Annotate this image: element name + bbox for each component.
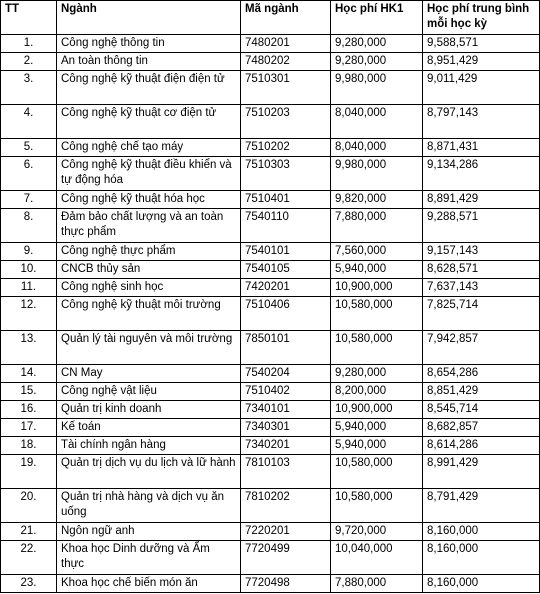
cell-ma-nganh: 7480202 <box>241 53 331 71</box>
cell-ma-nganh: 7510202 <box>241 139 331 157</box>
cell-hoc-phi-hk1: 8,040,000 <box>331 139 423 157</box>
cell-hoc-phi-trung-binh: 8,614,286 <box>423 437 540 455</box>
cell-ma-nganh: 7510402 <box>241 383 331 401</box>
cell-hoc-phi-hk1: 10,580,000 <box>331 455 423 489</box>
cell-hoc-phi-trung-binh: 8,891,429 <box>423 191 540 209</box>
cell-ma-nganh: 7850101 <box>241 331 331 365</box>
cell-nganh: Công nghệ kỹ thuật môi trường <box>57 297 241 331</box>
cell-ma-nganh: 7340101 <box>241 401 331 419</box>
cell-hoc-phi-hk1: 10,580,000 <box>331 489 423 523</box>
cell-ma-nganh: 7340301 <box>241 419 331 437</box>
header-row <box>1 1 540 35</box>
cell-ma-nganh: 7720499 <box>241 541 331 575</box>
cell-tt: 3. <box>1 71 57 105</box>
cell-tt: 20. <box>1 489 57 523</box>
cell-ma-nganh: 7420201 <box>241 279 331 297</box>
cell-tt: 21. <box>1 523 57 541</box>
cell-hoc-phi-trung-binh: 7,825,714 <box>423 297 540 331</box>
cell-nganh: Công nghệ kỹ thuật cơ điện tử <box>57 105 241 139</box>
cell-nganh: Quản trị kinh doanh <box>57 401 241 419</box>
cell-hoc-phi-trung-binh: 8,991,429 <box>423 455 540 489</box>
cell-hoc-phi-hk1: 9,820,000 <box>331 191 423 209</box>
cell-nganh: Quản lý tài nguyên và môi trường <box>57 331 241 365</box>
cell-ma-nganh: 7540105 <box>241 261 331 279</box>
cell-nganh: Kế toán <box>57 419 241 437</box>
cell-ma-nganh: 7540204 <box>241 365 331 383</box>
cell-tt: 4. <box>1 105 57 139</box>
table-row <box>1 297 540 331</box>
cell-nganh: Đảm bảo chất lượng và an toàn thực phẩm <box>57 209 241 243</box>
cell-hoc-phi-hk1: 5,940,000 <box>331 419 423 437</box>
cell-nganh: CN May <box>57 365 241 383</box>
table-row <box>1 455 540 489</box>
cell-tt: 10. <box>1 261 57 279</box>
cell-tt: 23. <box>1 575 57 593</box>
cell-tt: 22. <box>1 541 57 575</box>
cell-tt: 9. <box>1 243 57 261</box>
table-row <box>1 157 540 191</box>
cell-hoc-phi-trung-binh: 8,851,429 <box>423 383 540 401</box>
cell-hoc-phi-trung-binh: 9,134,286 <box>423 157 540 191</box>
table-body <box>1 35 540 593</box>
cell-hoc-phi-trung-binh: 8,791,429 <box>423 489 540 523</box>
cell-hoc-phi-hk1: 8,040,000 <box>331 105 423 139</box>
cell-hoc-phi-trung-binh: 8,160,000 <box>423 575 540 593</box>
cell-tt: 5. <box>1 139 57 157</box>
table-row <box>1 541 540 575</box>
cell-hoc-phi-trung-binh: 9,011,429 <box>423 71 540 105</box>
cell-nganh: CNCB thủy sản <box>57 261 241 279</box>
cell-hoc-phi-hk1: 7,880,000 <box>331 575 423 593</box>
cell-ma-nganh: 7510203 <box>241 105 331 139</box>
cell-tt: 15. <box>1 383 57 401</box>
table-row <box>1 191 540 209</box>
cell-hoc-phi-trung-binh: 8,160,000 <box>423 541 540 575</box>
cell-tt: 1. <box>1 35 57 53</box>
cell-nganh: Công nghệ kỹ thuật hóa học <box>57 191 241 209</box>
cell-hoc-phi-hk1: 9,280,000 <box>331 35 423 53</box>
cell-hoc-phi-trung-binh: 8,654,286 <box>423 365 540 383</box>
cell-hoc-phi-hk1: 9,280,000 <box>331 365 423 383</box>
cell-tt: 12. <box>1 297 57 331</box>
cell-ma-nganh: 7340201 <box>241 437 331 455</box>
cell-hoc-phi-hk1: 9,720,000 <box>331 523 423 541</box>
cell-tt: 13. <box>1 331 57 365</box>
cell-nganh: An toàn thông tin <box>57 53 241 71</box>
header-tt: TT <box>1 1 57 35</box>
cell-ma-nganh: 7510406 <box>241 297 331 331</box>
cell-nganh: Quản trị nhà hàng và dịch vụ ăn uống <box>57 489 241 523</box>
cell-tt: 11. <box>1 279 57 297</box>
cell-hoc-phi-trung-binh: 8,682,857 <box>423 419 540 437</box>
cell-nganh: Công nghệ kỹ thuật điều khiển và tự động hóa <box>57 157 241 191</box>
cell-hoc-phi-hk1: 7,560,000 <box>331 243 423 261</box>
header-hoc-phi-trung-binh: Học phí trung bình mỗi học kỳ <box>423 1 540 35</box>
cell-hoc-phi-trung-binh: 8,951,429 <box>423 53 540 71</box>
cell-nganh: Khoa học chế biến món ăn <box>57 575 241 593</box>
cell-hoc-phi-trung-binh: 7,942,857 <box>423 331 540 365</box>
cell-hoc-phi-trung-binh: 8,545,714 <box>423 401 540 419</box>
cell-hoc-phi-hk1: 9,980,000 <box>331 71 423 105</box>
cell-tt: 6. <box>1 157 57 191</box>
table-row <box>1 139 540 157</box>
header-hoc-phi-hk1: Học phí HK1 <box>331 1 423 35</box>
cell-nganh: Tài chính ngân hàng <box>57 437 241 455</box>
cell-nganh: Khoa học Dinh dưỡng và Ẩm thực <box>57 541 241 575</box>
cell-tt: 2. <box>1 53 57 71</box>
cell-tt: 14. <box>1 365 57 383</box>
cell-hoc-phi-hk1: 10,580,000 <box>331 331 423 365</box>
cell-ma-nganh: 7810202 <box>241 489 331 523</box>
cell-hoc-phi-hk1: 9,280,000 <box>331 53 423 71</box>
table-row <box>1 105 540 139</box>
table-row <box>1 437 540 455</box>
cell-hoc-phi-hk1: 5,940,000 <box>331 437 423 455</box>
cell-nganh: Công nghệ sinh học <box>57 279 241 297</box>
cell-hoc-phi-hk1: 9,980,000 <box>331 157 423 191</box>
cell-hoc-phi-trung-binh: 9,588,571 <box>423 35 540 53</box>
cell-hoc-phi-trung-binh: 8,797,143 <box>423 105 540 139</box>
cell-nganh: Công nghệ thông tin <box>57 35 241 53</box>
cell-hoc-phi-hk1: 10,900,000 <box>331 279 423 297</box>
cell-ma-nganh: 7510303 <box>241 157 331 191</box>
cell-ma-nganh: 7540110 <box>241 209 331 243</box>
cell-nganh: Công nghệ thực phẩm <box>57 243 241 261</box>
cell-tt: 7. <box>1 191 57 209</box>
cell-ma-nganh: 7540101 <box>241 243 331 261</box>
cell-tt: 19. <box>1 455 57 489</box>
header-ma-nganh: Mã ngành <box>241 1 331 35</box>
cell-ma-nganh: 7810103 <box>241 455 331 489</box>
table-row <box>1 401 540 419</box>
cell-hoc-phi-hk1: 8,200,000 <box>331 383 423 401</box>
table-row <box>1 331 540 365</box>
cell-hoc-phi-trung-binh: 9,157,143 <box>423 243 540 261</box>
cell-hoc-phi-trung-binh: 8,871,431 <box>423 139 540 157</box>
header-nganh: Ngành <box>57 1 241 35</box>
cell-hoc-phi-hk1: 10,040,000 <box>331 541 423 575</box>
cell-ma-nganh: 7510301 <box>241 71 331 105</box>
table-row <box>1 279 540 297</box>
table-row <box>1 71 540 105</box>
cell-nganh: Công nghệ vật liệu <box>57 383 241 401</box>
cell-hoc-phi-trung-binh: 9,288,571 <box>423 209 540 243</box>
table-row <box>1 261 540 279</box>
cell-hoc-phi-trung-binh: 7,637,143 <box>423 279 540 297</box>
table-row <box>1 575 540 593</box>
cell-hoc-phi-hk1: 10,580,000 <box>331 297 423 331</box>
table-row <box>1 243 540 261</box>
table-row <box>1 523 540 541</box>
cell-nganh: Quản trị dịch vụ du lịch và lữ hành <box>57 455 241 489</box>
cell-hoc-phi-trung-binh: 8,628,571 <box>423 261 540 279</box>
table-row <box>1 489 540 523</box>
cell-hoc-phi-hk1: 10,900,000 <box>331 401 423 419</box>
cell-ma-nganh: 7480201 <box>241 35 331 53</box>
table-row <box>1 383 540 401</box>
cell-tt: 18. <box>1 437 57 455</box>
cell-ma-nganh: 7720498 <box>241 575 331 593</box>
cell-nganh: Công nghệ kỹ thuật điện điện tử <box>57 71 241 105</box>
table-row <box>1 35 540 53</box>
table-row <box>1 209 540 243</box>
cell-nganh: Ngôn ngữ anh <box>57 523 241 541</box>
cell-hoc-phi-hk1: 7,880,000 <box>331 209 423 243</box>
table-header <box>1 1 540 35</box>
cell-hoc-phi-hk1: 5,940,000 <box>331 261 423 279</box>
cell-ma-nganh: 7220201 <box>241 523 331 541</box>
cell-tt: 16. <box>1 401 57 419</box>
cell-ma-nganh: 7510401 <box>241 191 331 209</box>
cell-tt: 17. <box>1 419 57 437</box>
cell-nganh: Công nghệ chế tạo máy <box>57 139 241 157</box>
table-row <box>1 53 540 71</box>
cell-hoc-phi-trung-binh: 8,160,000 <box>423 523 540 541</box>
cell-tt: 8. <box>1 209 57 243</box>
table-row <box>1 419 540 437</box>
table-row <box>1 365 540 383</box>
